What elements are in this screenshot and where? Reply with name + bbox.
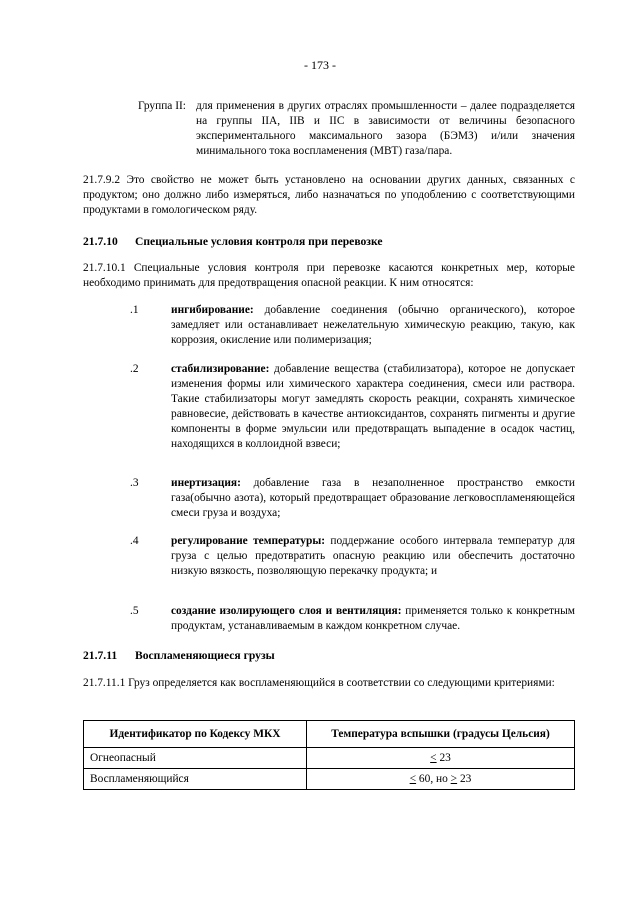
temperature-value: 23 <box>457 772 472 785</box>
list-item <box>130 362 575 452</box>
list-item-body: поддержание особого интервала температур для груза с целью предотвратить опасную реакцию или обеспечить достаточно низкую вязкость, позволяющую перекачку продукта; и <box>171 535 575 577</box>
paragraph-21-7-11-1: 21.7.11.1 Груз определяется как воспламеняющийся в соответствии со следующими критериями: <box>83 677 555 689</box>
list-item-body: добавление газа в незаполненное пространство емкости газа(обычно азота), который предотвращает образование легковоспламеняющейся смеси груза и воздуха; <box>171 477 575 519</box>
list-item <box>130 534 575 579</box>
section-title: Воспламеняющиеся грузы <box>135 649 275 662</box>
list-item <box>130 604 575 634</box>
table-row <box>84 748 575 769</box>
greater-or-equal-sign: > <box>450 772 458 785</box>
flammability-criteria-table <box>83 720 575 790</box>
section-title: Специальные условия контроля при перевозке <box>135 235 383 248</box>
list-item-number: .3 <box>130 477 139 489</box>
page-number: - 173 - <box>304 58 336 72</box>
list-item-number: .2 <box>130 363 139 375</box>
table-header-cell: Идентификатор по Кодексу МКХ <box>84 721 307 748</box>
list-item-body: применяется только к конкретным продуктам, устанавливаемым в каждом конкретном случае. <box>171 605 575 632</box>
temperature-value: 23 <box>436 751 451 764</box>
table-cell-identifier: Воспламеняющийся <box>84 769 307 790</box>
table-header-row <box>84 721 575 748</box>
temperature-value: 60, но <box>416 772 451 785</box>
list-item-text <box>171 604 575 634</box>
list-item <box>130 303 575 348</box>
table-cell-temperature <box>307 769 575 790</box>
list-item-number: .4 <box>130 535 139 547</box>
list-item-term: ингибирование: <box>171 304 254 316</box>
table-cell-temperature <box>307 748 575 769</box>
table-cell-identifier: Огнеопасный <box>84 748 307 769</box>
list-item-term: стабилизирование: <box>171 363 270 375</box>
list-item-term: инертизация: <box>171 477 241 489</box>
list-item-number: .1 <box>130 304 139 316</box>
less-or-equal-sign: < <box>409 772 417 785</box>
list-item-body: добавление вещества (стабилизатора), которое не допускает изменения формы или химического характера соединения, смеси или раствора. Такие стабилизаторы могут замедлять скорость реакции, сохранять химическое равновесие, действовать в качестве антиоксидантов, сохранять пигменты и другие компоненты в форме эмульсии или предотвращать выпадение в осадок частиц, находящихся в коллоидной взвеси; <box>171 363 575 450</box>
list-item-term: создание изолирующего слоя и вентиляция: <box>171 605 402 617</box>
table-row <box>84 769 575 790</box>
section-heading-21-7-10 <box>83 234 383 249</box>
list-item-text <box>171 362 575 452</box>
section-number: 21.7.10 <box>83 235 118 248</box>
group-ii-definition <box>138 99 575 159</box>
section-heading-21-7-11 <box>83 648 275 663</box>
list-item-text <box>171 534 575 579</box>
table-header-cell: Температура вспышки (градусы Цельсия) <box>307 721 575 748</box>
list-item-body: добавление соединения (обычно органического), которое замедляет или останавливает нежелательную химическую реакцию, такую, как коррозия, окисление или полимеризация; <box>171 304 575 346</box>
list-item <box>130 476 575 521</box>
list-item-text <box>171 303 575 348</box>
list-item-text <box>171 476 575 521</box>
paragraph-21-7-10-1: 21.7.10.1 Специальные условия контроля при перевозке касаются конкретных мер, которые необходимо принимать для предотвращения опасной реакции. К ним относятся: <box>83 262 575 289</box>
section-number: 21.7.11 <box>83 649 118 662</box>
paragraph-21-7-9-2: 21.7.9.2 Это свойство не может быть установлено на основании других данных, связанных с продуктом; оно должно либо измеряться, либо назначаться по уподоблению с соответствующими продуктами в гомологическом ряду. <box>83 174 575 216</box>
group-ii-label: Группа II: <box>138 100 186 112</box>
less-or-equal-sign: < <box>430 751 437 764</box>
list-item-term: регулирование температуры: <box>171 535 326 547</box>
group-ii-text: для применения в других отраслях промышленности – далее подразделяется на группы IIA, IIB и IIC в зависимости от величины безопасного экспериментального максимального зазора (БЭМЗ) и/или значения минимального тока воспламенения (МВТ) газа/пара. <box>196 100 575 157</box>
list-item-number: .5 <box>130 605 139 617</box>
